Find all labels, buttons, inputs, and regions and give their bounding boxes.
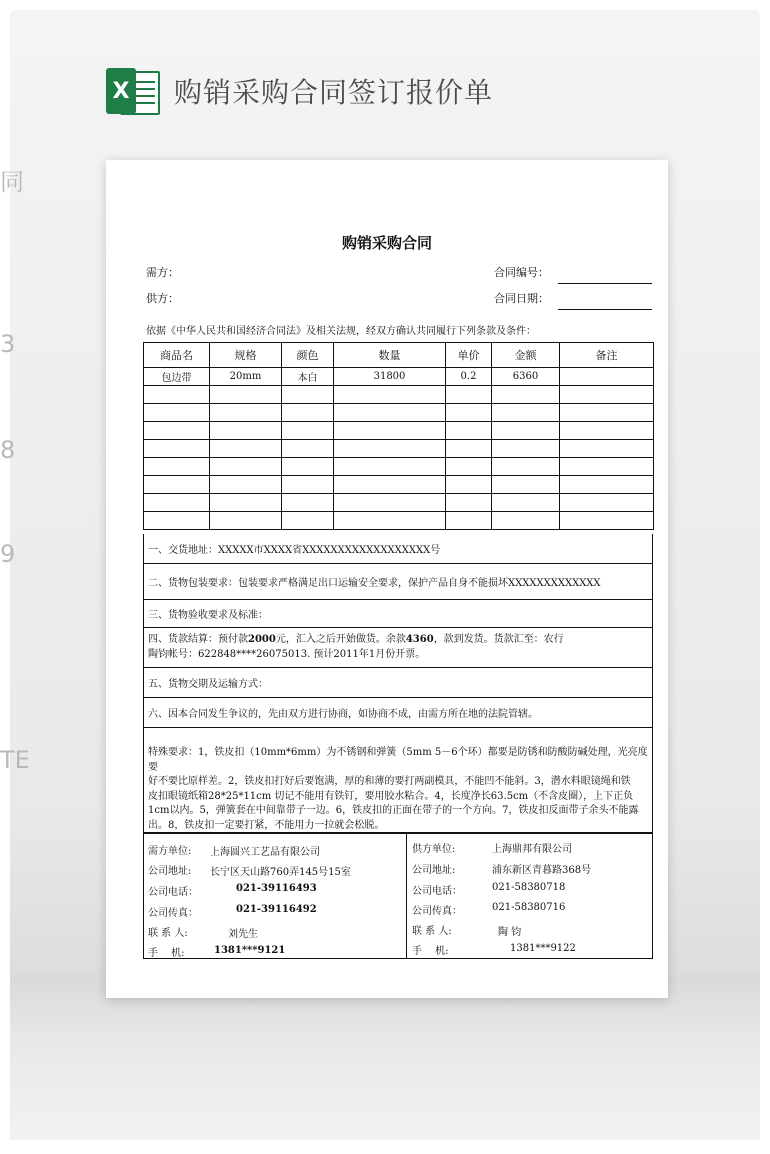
table-cell[interactable] <box>492 422 560 440</box>
contract-basis: 依据《中华人民共和国经济合同法》及相关法规，经双方确认共同履行下列条款及条件： <box>146 326 536 337</box>
table-cell[interactable] <box>560 368 654 386</box>
table-cell[interactable] <box>334 512 446 530</box>
column-header: 单价 <box>446 343 492 368</box>
floor-shadow <box>10 975 760 1140</box>
table-cell[interactable]: 本白 <box>282 368 334 386</box>
seller-fax: 021-58380716 <box>492 902 566 913</box>
seller-mobile: 1381***9122 <box>510 943 576 954</box>
table-cell[interactable] <box>560 512 654 530</box>
table-row <box>144 386 654 404</box>
table-cell[interactable] <box>144 476 210 494</box>
table-cell[interactable] <box>144 386 210 404</box>
table-cell[interactable] <box>282 422 334 440</box>
seller-contact: 陶 钧 <box>498 927 522 938</box>
table-cell[interactable] <box>334 494 446 512</box>
table-cell[interactable] <box>210 494 282 512</box>
signature-block <box>143 833 653 959</box>
section-packaging: 二、货物包装要求：包装要求严格满足出口运输安全要求，保护产品自身不能损坏XXXXXXXXXXXXX <box>143 564 653 600</box>
table-row <box>144 494 654 512</box>
contract-no-field[interactable] <box>558 283 652 284</box>
seller-unit: 上海鼎邦有限公司 <box>492 844 572 855</box>
contract-sheet <box>106 160 668 998</box>
table-cell[interactable] <box>446 386 492 404</box>
table-cell[interactable] <box>210 476 282 494</box>
seller-contact-label: 联 系 人: <box>412 926 452 937</box>
table-cell[interactable] <box>334 458 446 476</box>
seller-phone-label: 公司电话： <box>412 886 462 897</box>
table-cell[interactable] <box>492 476 560 494</box>
table-cell[interactable] <box>144 512 210 530</box>
buyer-address: 长宁区天山路760弄145号15室 <box>210 867 351 878</box>
buyer-phone-label: 公司电话： <box>148 887 198 898</box>
table-cell[interactable] <box>210 458 282 476</box>
column-header: 商品名 <box>144 343 210 368</box>
table-cell[interactable] <box>446 458 492 476</box>
table-cell[interactable]: 20mm <box>210 368 282 386</box>
table-cell[interactable] <box>282 386 334 404</box>
buyer-unit: 上海圆兴工艺品有限公司 <box>210 847 320 858</box>
contract-no-label: 合同编号： <box>494 266 549 279</box>
table-cell[interactable] <box>560 440 654 458</box>
table-cell[interactable] <box>492 494 560 512</box>
table-header-row <box>144 343 654 368</box>
page-title: 购销采购合同签订报价单 <box>174 76 494 109</box>
seller-unit-label: 供方单位: <box>412 844 456 855</box>
table-cell[interactable] <box>210 404 282 422</box>
table-cell[interactable] <box>282 458 334 476</box>
buyer-phone: 021-39116493 <box>236 883 317 894</box>
contract-title: 购销采购合同 <box>341 234 432 252</box>
section-payment: 四、货款结算：预付款2000元，汇入之后开始做货。余款4360，款到发货。货款汇至：农行 陶钧帐号：622848****26075013. 预计2011年1月份开票。 <box>143 628 653 668</box>
section-special-requirements: 特殊要求：1，铁皮扣（10mm*6mm）为不锈钢和弹簧（5mm 5－6个环）都要是防锈和防酸防碱处理，光亮度要 好不要比原样差。2，铁皮扣打好后要饱满，厚的和薄的要打两副模具，不能凹不能斜。3，潜水料眼镜绳和铁 皮扣眼镜纸箱28*25*11cm 切记不能用有铁钉，要用胶水粘合。4，长度净长63.5cm（不含皮圈），上下正负 1cm以内。5，弹簧套在中间靠带子一边。6，铁皮扣的正面在带子的一个方向。7，铁皮扣反面带子余头不能露 出。8，铁皮扣一定要打紧，不能用力一拉就会松脱。 <box>143 728 653 833</box>
ghost-text: 3 <box>0 330 16 358</box>
column-header: 规格 <box>210 343 282 368</box>
table-cell[interactable] <box>210 386 282 404</box>
table-row <box>144 512 654 530</box>
table-cell[interactable] <box>560 386 654 404</box>
section-dispute: 六、因本合同发生争议的，先由双方进行协商，如协商不成，由需方所在地的法院管辖。 <box>143 698 653 728</box>
table-cell[interactable] <box>446 404 492 422</box>
buyer-unit-label: 需方单位: <box>148 846 192 857</box>
table-cell[interactable] <box>446 440 492 458</box>
contract-date-label: 合同日期： <box>494 292 549 305</box>
ghost-text: 同 <box>0 168 24 196</box>
table-cell[interactable] <box>144 440 210 458</box>
table-cell[interactable] <box>144 494 210 512</box>
buyer-mobile-label: 手 机: <box>148 948 185 959</box>
table-cell[interactable] <box>282 404 334 422</box>
table-cell[interactable] <box>144 422 210 440</box>
signature-divider <box>406 834 407 958</box>
table-cell[interactable] <box>144 458 210 476</box>
table-row <box>144 440 654 458</box>
table-cell[interactable] <box>334 422 446 440</box>
table-cell[interactable] <box>144 404 210 422</box>
ghost-text: 8 <box>0 436 16 464</box>
table-cell[interactable] <box>446 422 492 440</box>
table-cell[interactable] <box>560 458 654 476</box>
column-header: 备注 <box>560 343 654 368</box>
buyer-fax-label: 公司传真： <box>148 908 198 919</box>
buyer-fax: 021-39116492 <box>236 904 317 915</box>
ghost-text: 9 <box>0 540 16 568</box>
seller-address: 浦东新区青暮路368号 <box>492 865 592 876</box>
seller-phone: 021-58380718 <box>492 882 566 893</box>
seller-address-label: 公司地址: <box>412 865 456 876</box>
table-cell[interactable] <box>282 512 334 530</box>
contract-date-field[interactable] <box>558 309 652 310</box>
table-cell[interactable]: 包边带 <box>144 368 210 386</box>
seller-label: 供方： <box>146 292 179 305</box>
table-row <box>144 422 654 440</box>
table-cell[interactable] <box>210 512 282 530</box>
table-cell[interactable] <box>560 476 654 494</box>
table-cell[interactable] <box>446 476 492 494</box>
table-cell[interactable] <box>334 404 446 422</box>
table-cell[interactable] <box>560 404 654 422</box>
table-row <box>144 404 654 422</box>
table-cell[interactable] <box>334 386 446 404</box>
table-cell[interactable] <box>492 458 560 476</box>
table-cell[interactable] <box>210 422 282 440</box>
column-header: 金额 <box>492 343 560 368</box>
table-cell[interactable] <box>492 440 560 458</box>
column-header: 颜色 <box>282 343 334 368</box>
table-cell[interactable] <box>560 494 654 512</box>
table-cell[interactable] <box>334 476 446 494</box>
ghost-text: TE <box>0 746 30 774</box>
page-header <box>106 66 493 116</box>
table-cell[interactable] <box>282 494 334 512</box>
table-cell[interactable] <box>282 476 334 494</box>
table-row <box>144 458 654 476</box>
table-cell[interactable] <box>492 512 560 530</box>
table-cell[interactable] <box>334 440 446 458</box>
table-cell[interactable] <box>492 404 560 422</box>
table-cell[interactable] <box>282 440 334 458</box>
buyer-contact-label: 联 系 人: <box>148 928 188 939</box>
buyer-address-label: 公司地址: <box>148 866 192 877</box>
section-inspection: 三、货物验收要求及标准： <box>143 600 653 628</box>
table-cell[interactable] <box>492 386 560 404</box>
column-header: 数量 <box>334 343 446 368</box>
table-cell[interactable]: 0.2 <box>446 368 492 386</box>
seller-mobile-label: 手 机: <box>412 946 449 957</box>
table-row <box>144 476 654 494</box>
seller-fax-label: 公司传真： <box>412 906 462 917</box>
table-row <box>144 368 654 386</box>
buyer-contact: 刘先生 <box>228 929 258 940</box>
section-delivery-terms: 五、货物交期及运输方式： <box>143 668 653 698</box>
buyer-label: 需方： <box>146 266 179 279</box>
table-cell[interactable] <box>446 512 492 530</box>
buyer-mobile: 1381***9121 <box>214 945 286 956</box>
table-cell[interactable] <box>446 494 492 512</box>
table-cell[interactable] <box>560 422 654 440</box>
items-table <box>143 342 654 530</box>
table-cell[interactable] <box>210 440 282 458</box>
section-delivery-address: 一、交货地址：XXXXX市XXXX省XXXXXXXXXXXXXXXXXX号 <box>143 534 653 564</box>
table-cell[interactable]: 31800 <box>334 368 446 386</box>
table-cell[interactable]: 6360 <box>492 368 560 386</box>
excel-icon: X <box>106 68 158 114</box>
